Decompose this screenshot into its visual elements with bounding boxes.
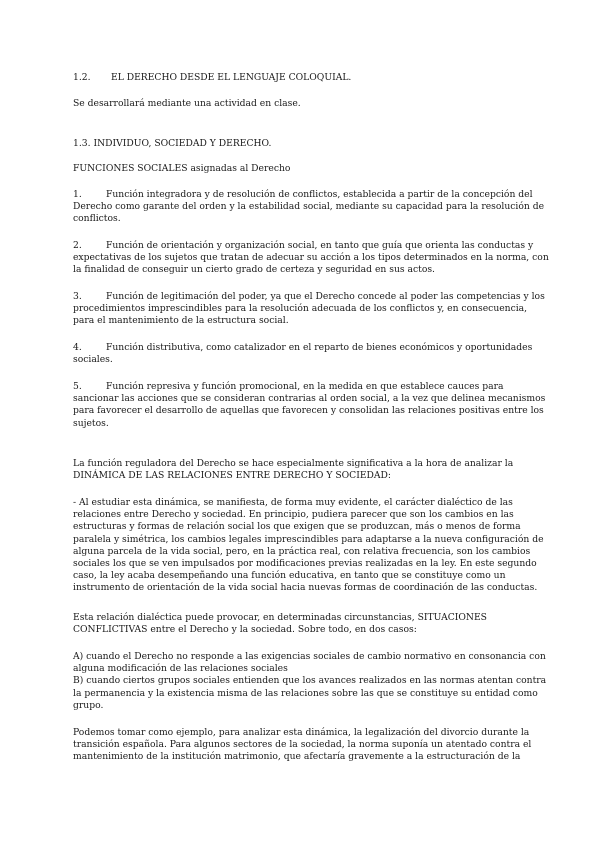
section-number: 1.2.: [73, 72, 91, 83]
function-number: 3.: [73, 291, 82, 302]
section-title: EL DERECHO DESDE EL LENGUAJE COLOQUIAL.: [111, 72, 352, 83]
function-item-4: 4. Función distributiva, como catalizador en el reparto de bienes económicos y oportunidades sociales.: [73, 342, 533, 366]
function-item-3: 3. Función de legitimación del poder, ya que el Derecho concede al poder las competencias y los procedimientos imprescindibles para la resolución adecuada de los conflictos y, en consecuencia, para el mantenimiento de la estructura social.: [73, 291, 545, 327]
function-number: 2.: [73, 240, 82, 251]
paragraph-dialectico: - Al estudiar esta dinámica, se manifiesta, de forma muy evidente, el carácter dialéctico de las relaciones entre Derecho y sociedad. En principio, pudiera parecer que son los cambios en las estructuras y formas de relación social los que exigen que se produzcan, más o menos de forma paralela y simétrica, los cambios legales imprescindibles para adaptarse a la nueva configuración de alguna parcela de la vida social, pero, en la práctica real, con relativa frecuencia, son los cambios sociales los que se ven impulsados por modificaciones previas realizadas en la ley. En este segundo caso, la ley acaba desempeñando una función educativa, en tanto que se constituye como un instrumento de orientación de la vida social hacia nuevas formas de coordinación de las conductas.: [73, 497, 544, 594]
section-1-2-heading: [73, 72, 525, 84]
paragraph-casos: A) cuando el Derecho no responde a las exigencias sociales de cambio normativo en consonancia con alguna modificación de las relaciones sociales B) cuando ciertos grupos sociales entienden que los avances realizados en las normas atentan contra la permanencia y la existencia misma de las relaciones sobre las que se constituye su entidad como grupo.: [73, 651, 547, 711]
function-number: 5.: [73, 381, 82, 392]
function-number: 1.: [73, 189, 82, 200]
section-1-2-text: Se desarrollará mediante una actividad en clase.: [73, 98, 301, 109]
funciones-heading: FUNCIONES SOCIALES asignadas al Derecho: [73, 163, 291, 174]
function-number: 4.: [73, 342, 82, 353]
function-item-5: 5. Función represiva y función promocional, en la medida en que establece cauces para sancionar las acciones que se consideran contrarias al orden social, a la vez que delinea mecanismos para favorecer el desarrollo de aquellas que favorecen y consolidan las relaciones positivas entre los sujetos.: [73, 381, 546, 429]
section-1-3-heading: 1.3. INDIVIDUO, SOCIEDAD Y DERECHO.: [73, 138, 272, 149]
function-item-1: 1. Función integradora y de resolución de conflictos, establecida a partir de la concepción del Derecho como garante del orden y la estabilidad social, mediante su capacidad para la resolución de conflictos.: [73, 189, 545, 225]
paragraph-divorcio: Podemos tomar como ejemplo, para analizar esta dinámica, la legalización del divorcio durante la transición española. Para algunos sectores de la sociedad, la norma suponía un atentado contra el mantenimiento de la institución matrimonio, que afectaría gravemente a la estructuración de la: [73, 727, 532, 763]
paragraph-reguladora: La función reguladora del Derecho se hace especialmente significativa a la hora de analizar la DINÁMICA DE LAS RELACIONES ENTRE DERECHO Y SOCIEDAD:: [73, 458, 514, 482]
paragraph-conflictivas: Esta relación dialéctica puede provocar, en determinadas circunstancias, SITUACIONES CONFLICTIVAS entre el Derecho y la sociedad. Sobre todo, en dos casos:: [73, 612, 487, 636]
function-item-2: 2. Función de orientación y organización social, en tanto que guía que orienta las conductas y expectativas de los sujetos que tratan de adecuar su acción a los tipos determinados en la norma, con la finalidad de conseguir un cierto grado de certeza y seguridad en sus actos.: [73, 240, 549, 276]
